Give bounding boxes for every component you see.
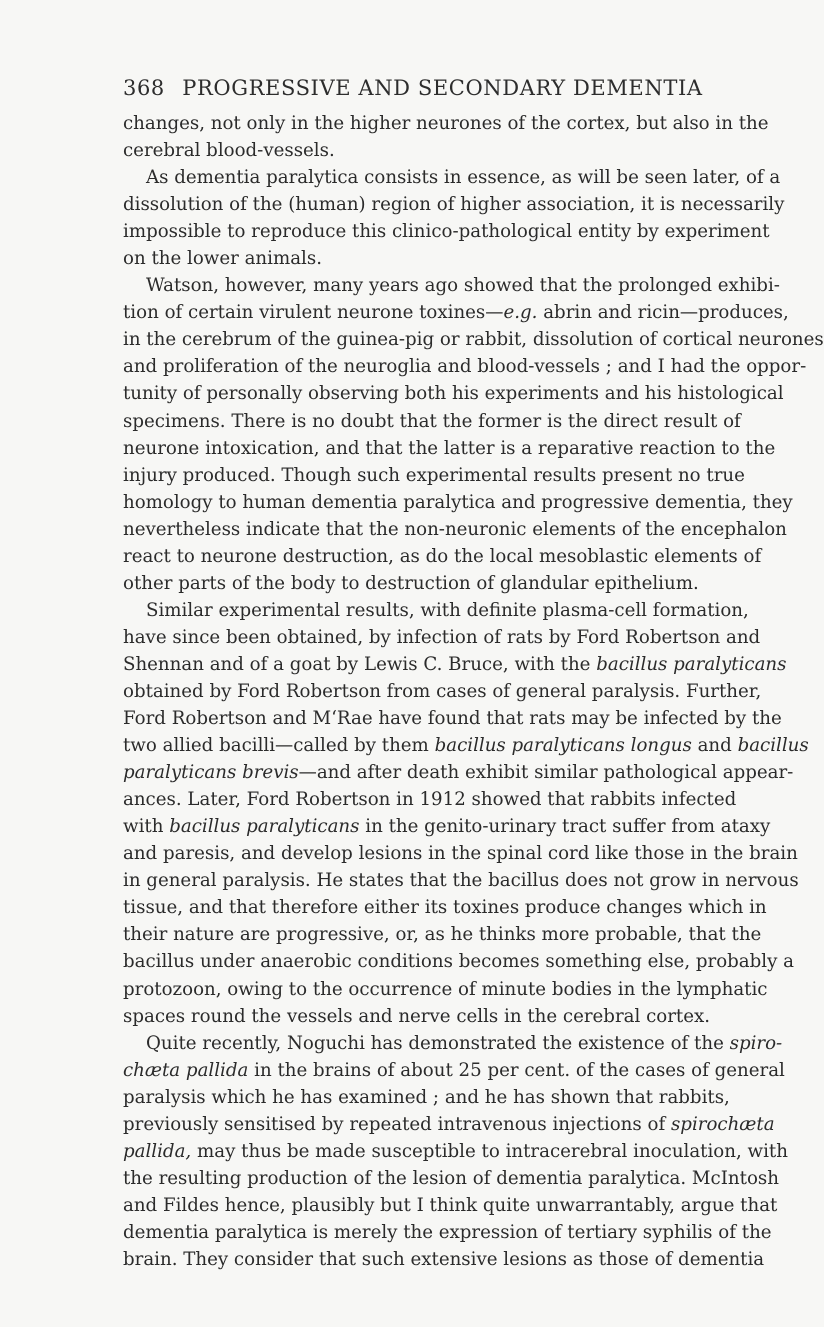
text-line: two allied bacilli—called by them bacillus paralyticans longus and bacillus <box>123 735 809 757</box>
text-line: have since been obtained, by infection of rats by Ford Robertson and <box>123 626 761 648</box>
text-line: changes, not only in the higher neurones of the cortex, but also in the <box>123 113 769 134</box>
text-line: Shennan and of a goat by Lewis C. Bruce, with the bacillus paralyticans <box>123 653 787 675</box>
text-line: and paresis, and develop lesions in the spinal cord like those in the brain <box>123 843 798 865</box>
text-line: impossible to reproduce this clinico-pathological entity by experiment <box>123 221 770 243</box>
text-line: tion of certain virulent neurone toxines—e.g. abrin and ricin—produces, <box>123 302 789 324</box>
text-line: dementia paralytica is merely the expression of tertiary syphilis of the <box>123 1221 772 1243</box>
text-line: chæta pallida in the brains of about 25 per cent. of the cases of general <box>123 1059 785 1081</box>
text-line: Ford Robertson and M‘Rae have found that rats may be infected by the <box>123 708 782 730</box>
text-line: protozoon, owing to the occurrence of minute bodies in the lymphatic <box>123 978 768 1000</box>
text-line: nevertheless indicate that the non-neuronic elements of the encephalon <box>123 518 787 540</box>
text-line: As dementia paralytica consists in essence, as will be seen later, of a <box>146 167 781 189</box>
text-line: in general paralysis. He states that the bacillus does not grow in nervous <box>123 870 799 892</box>
text-line: Watson, however, many years ago showed that the prolonged exhibi- <box>146 275 780 297</box>
text-line: cerebral blood-vessels. <box>123 140 335 162</box>
page-number: 368 <box>123 76 165 100</box>
text-line: the resulting production of the lesion of dementia paralytica. McIntosh <box>123 1167 779 1189</box>
text-line: with bacillus paralyticans in the genito-urinary tract suffer from ataxy <box>123 816 771 838</box>
text-line: specimens. There is no doubt that the former is the direct result of <box>123 410 741 432</box>
text-line: Quite recently, Noguchi has demonstrated the existence of the spiro- <box>146 1032 783 1054</box>
text-line: neurone intoxication, and that the latter is a reparative reaction to the <box>123 437 776 459</box>
text-line: previously sensitised by repeated intravenous injections of spirochæta <box>123 1113 775 1135</box>
text-line: bacillus under anaerobic conditions becomes something else, probably a <box>123 951 795 973</box>
text-line: homology to human dementia paralytica and progressive dementia, they <box>123 491 793 513</box>
text-line: other parts of the body to destruction of glandular epithelium. <box>123 572 699 594</box>
running-head <box>123 76 703 102</box>
running-title: PROGRESSIVE AND SECONDARY DEMENTIA <box>182 76 703 100</box>
body-text <box>123 110 824 1273</box>
text-line: spaces round the vessels and nerve cells in the cerebral cortex. <box>123 1005 711 1027</box>
text-line: and Fildes hence, plausibly but I think quite unwarrantably, argue that <box>123 1194 778 1216</box>
text-line: react to neurone destruction, as do the local mesoblastic elements of <box>123 545 762 567</box>
text-line: tunity of personally observing both his experiments and his histological <box>123 383 784 405</box>
text-line: on the lower animals. <box>123 248 322 270</box>
text-line: their nature are progressive, or, as he thinks more probable, that the <box>123 924 762 946</box>
text-line: brain. They consider that such extensive lesions as those of dementia <box>123 1248 765 1270</box>
text-line: in the cerebrum of the guinea-pig or rabbit, dissolution of cortical neurones <box>123 329 824 351</box>
text-line: injury produced. Though such experimental results present no true <box>123 464 745 486</box>
text-line: dissolution of the (human) region of higher association, it is necessarily <box>123 194 785 216</box>
text-line: Similar experimental results, with definite plasma-cell formation, <box>146 599 749 621</box>
text-line: obtained by Ford Robertson from cases of general paralysis. Further, <box>123 680 762 702</box>
text-line: paralysis which he has examined ; and he has shown that rabbits, <box>123 1086 730 1108</box>
text-line: and proliferation of the neuroglia and blood-vessels ; and I had the oppor- <box>123 356 807 378</box>
text-line: ances. Later, Ford Robertson in 1912 showed that rabbits infected <box>123 789 737 811</box>
text-line: paralyticans brevis—and after death exhibit similar pathological appear- <box>123 762 794 784</box>
text-line: tissue, and that therefore either its toxines produce changes which in <box>123 897 767 919</box>
text-line: pallida, may thus be made susceptible to intracerebral inoculation, with <box>123 1140 788 1162</box>
